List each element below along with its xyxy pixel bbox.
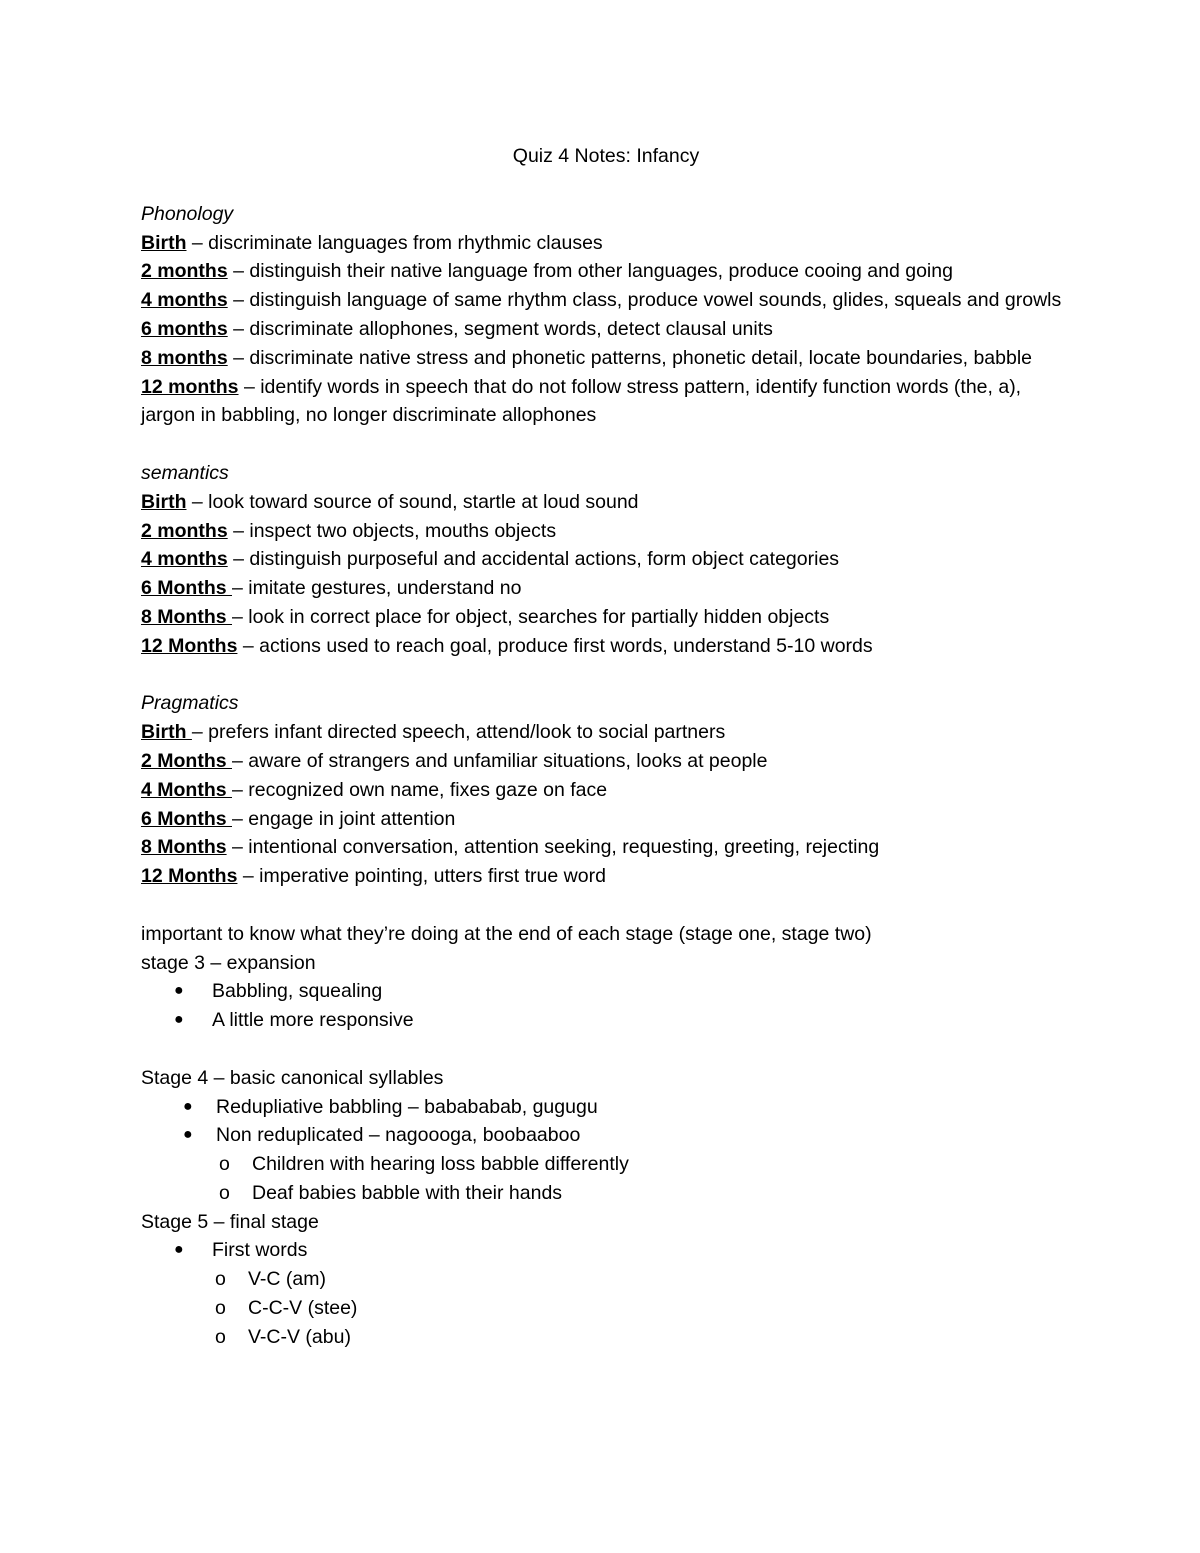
pragmatics-entry: 8 Months – intentional conversation, attention seeking, requesting, greeting, rejecting: [141, 836, 880, 859]
semantics-entry: 6 Months – imitate gestures, understand no: [141, 577, 522, 600]
phonology-entry: 2 months – distinguish their native language from other languages, produce cooing and going: [141, 260, 953, 283]
hollow-bullet-icon: o: [215, 1268, 226, 1291]
stage-5-list: [141, 1236, 1071, 1351]
bullet-icon: ●: [183, 1126, 193, 1144]
pragmatics-entry: Birth – prefers infant directed speech, attend/look to social partners: [141, 721, 726, 744]
sub-list-item: o Deaf babies babble with their hands: [141, 1179, 1071, 1208]
hollow-bullet-icon: o: [215, 1297, 226, 1320]
stages-intro: important to know what they’re doing at the end of each stage (stage one, stage two): [141, 922, 872, 945]
pragmatics-entry: 4 Months – recognized own name, fixes gaze on face: [141, 778, 608, 801]
pragmatics-entry: 2 Months – aware of strangers and unfamiliar situations, looks at people: [141, 749, 768, 772]
stage-4-title: Stage 4 – basic canonical syllables: [141, 1066, 444, 1089]
list-item: ● Redupliative babbling – babababab, gugugu: [141, 1093, 1071, 1122]
semantics-entry: 4 months – distinguish purposeful and accidental actions, form object categories: [141, 548, 840, 571]
hollow-bullet-icon: o: [219, 1153, 230, 1176]
semantics-entry: 2 months – inspect two objects, mouths objects: [141, 519, 557, 542]
bullet-icon: ●: [174, 1011, 184, 1029]
stage-4-list: [141, 1093, 1071, 1208]
list-item: ● First words: [141, 1236, 1071, 1265]
stage-3-list: [141, 977, 1071, 1035]
list-item: ● Babbling, squealing: [141, 977, 1071, 1006]
phonology-entry: Birth – discriminate languages from rhythmic clauses: [141, 231, 603, 254]
bullet-icon: ●: [174, 982, 184, 1000]
semantics-entry: 8 Months – look in correct place for object, searches for partially hidden objects: [141, 605, 830, 628]
list-item: ● A little more responsive: [141, 1006, 1071, 1035]
hollow-bullet-icon: o: [219, 1181, 230, 1204]
section-heading-phonology: Phonology: [141, 202, 234, 225]
page-title: Quiz 4 Notes: Infancy: [512, 145, 700, 167]
sub-list-item: o V-C (am): [141, 1265, 1071, 1294]
semantics-entry: Birth – look toward source of sound, startle at loud sound: [141, 490, 639, 513]
phonology-entry: 6 months – discriminate allophones, segment words, detect clausal units: [141, 317, 773, 340]
sub-list-item: o V-C-V (abu): [141, 1323, 1071, 1352]
section-heading-pragmatics: Pragmatics: [141, 692, 239, 715]
sub-list-item: o C-C-V (stee): [141, 1294, 1071, 1323]
pragmatics-entry: 6 Months – engage in joint attention: [141, 807, 456, 830]
stage-5-title: Stage 5 – final stage: [141, 1210, 319, 1233]
phonology-entry: 12 months – identify words in speech that do not follow stress pattern, identify function words (the, a), jargon in babbling, no longer discriminate allophones: [141, 375, 1022, 427]
pragmatics-entry: 12 Months – imperative pointing, utters first true word: [141, 865, 606, 888]
hollow-bullet-icon: o: [215, 1325, 226, 1348]
section-heading-semantics: semantics: [141, 461, 229, 484]
sub-list-item: o Children with hearing loss babble differently: [141, 1150, 1071, 1179]
phonology-entry: 4 months – distinguish language of same rhythm class, produce vowel sounds, glides, squeals and growls: [141, 289, 1062, 312]
bullet-icon: ●: [183, 1097, 193, 1115]
stage-3-title: stage 3 – expansion: [141, 951, 316, 974]
phonology-entry: 8 months – discriminate native stress and phonetic patterns, phonetic detail, locate boundaries, babble: [141, 346, 1033, 369]
document-content: [141, 142, 1071, 1352]
semantics-entry: 12 Months – actions used to reach goal, produce first words, understand 5-10 words: [141, 634, 873, 657]
bullet-icon: ●: [174, 1241, 184, 1259]
list-item: ● Non reduplicated – nagoooga, boobaaboo: [141, 1121, 1071, 1150]
